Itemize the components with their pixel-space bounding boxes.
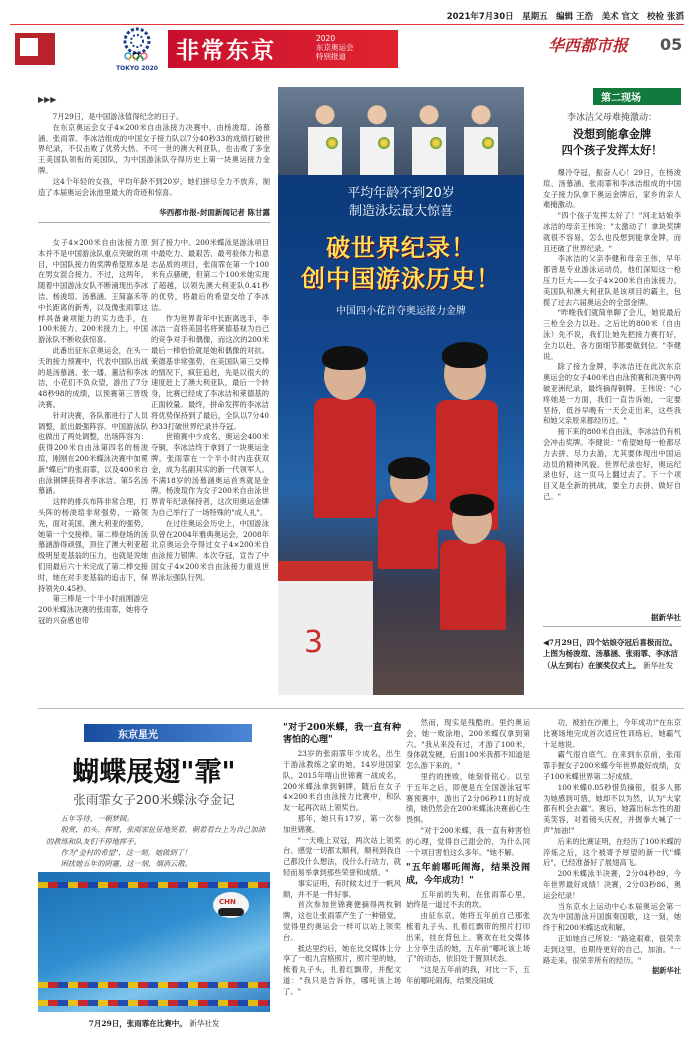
feature-headline: 蝴蝶展翅"霏" (72, 757, 236, 788)
lead-paragraph: 在东京奥运会女子4×200米自由泳接力决赛中，由杨浚瑄、汤慕涵、张雨霏、李冰洁组成的中国女子接力队以7分40秒33的成绩打破世界纪录，不仅击败了优势大热、不可一世的澳大利亚队，也击败了多金王美国队领衔的美国队，为中国游泳队夺得历史上第一块奥运接力金牌。 (38, 122, 270, 175)
body-paragraph: 接下来的800米自由泳，李冰洁仍有机会冲击奖牌。李健说："希望她每一枪都尽力去拼、尽力去游，尤其要体现出中国运动员的精神风貌。世界纪录也好，奥运纪录也好，这一页马上翻过去了。下一个项目又是全新的挑战，要全力去拼、做好自己。" (543, 427, 681, 501)
bouquet-icon (430, 137, 442, 149)
top-rule (10, 24, 684, 25)
lead-paragraphs (38, 112, 270, 198)
body-paragraph: 爆冷夺冠，振奋人心！29日，在杨浚瑄、汤慕涵、张雨霏和李冰洁组成的中国女子接力队拿下奥运金牌后，家乡的亲人难掩激动。 (543, 168, 681, 210)
divider (543, 626, 681, 627)
body-paragraph: 作为世界青年中长距离选手，李冰洁一直将美国名将莱德基视为自己的竞争对手和偶像，而这次的200米最后一棒恰恰就是她和偶像的对抗。莱德基非常强势，在美国队第三交棒的情况下，疯狂追赶，先是以很大的速度赶上了澳大利亚队，最后一个转身，比赛已经成了李冰洁和莱德基的正面较量。最终，拼命发挥的李冰洁将优势保持到了最后，全队以7分40秒33打破世界纪录并夺冠。 (151, 313, 269, 431)
body-paragraph: 那年，她只有17岁，第一次参加世锦赛。 (283, 814, 401, 834)
feature-column-3 (543, 718, 681, 977)
photo-credit: 新华社发 (189, 1019, 220, 1028)
body-paragraph: 第三棒是一个半小时前刚游完200米蝶泳决赛的张雨霏，她将夺冠的兴奋感也带 (38, 594, 148, 625)
lane-rope (38, 882, 270, 888)
bouquet-icon (378, 137, 390, 149)
body-paragraph: 抵达里约后，她在比交媒体上分享了一组九宫格照片，照片里的她，梳着丸子头，扎着红飘带，并配文道："我只是告诉你，哪吒该上场了。" (283, 943, 401, 996)
hero-caption: 中国四小花首夺奥运接力金牌 (336, 306, 466, 317)
banner-title: 非常东京 (176, 38, 276, 64)
body-paragraph: 霸气很自底气。在来到东京前，张雨霏手握女子200米蝶今年世界最好成绩，女子100米蝶世界第二好成绩。 (543, 750, 681, 781)
section-banner (168, 30, 398, 68)
section-tag-label: 东京星光 (118, 730, 158, 741)
hero-subtitle-line: 平均年龄不到20岁 (347, 186, 455, 201)
section-tag-label: 第二现场 (601, 93, 641, 104)
banner-sub-event: 东京奥运会 (316, 43, 354, 52)
hero-subtitle-line: 制造泳坛最大惊喜 (348, 203, 453, 219)
hero-title-line: 创中国游泳历史！ (301, 265, 501, 294)
body-paragraph: 事实证明，有时候太过于一帆风顺，并不是一件好事。 (283, 878, 401, 899)
feature-subhead: "对于200米蝶，我一直有种害怕的心理" (283, 723, 401, 746)
right-byline: 据新华社 (651, 613, 681, 622)
lane-number: 3 (304, 625, 324, 660)
photo-caption (38, 1018, 270, 1029)
body-paragraph: 到了接力中。200米蝶泳是游泳项目中最吃力、最艰苦、最考验体力和意志品质的项目，张雨霏在第一个100米有点骚硬，但第二个100米她实现了超越，以领先澳大利亚队0.41秒的优势，将最后的希望交给了李冰洁。 (151, 238, 269, 312)
newspaper-logo: 华西都市报 (548, 36, 629, 55)
dateline: 2021年7月30日 星期五 编辑 王浩 美术 官文 校检 张滔 (446, 12, 684, 22)
athlete-figure (428, 490, 518, 630)
feature-column-2 (406, 718, 530, 987)
body-paragraph: 100米蝶0.05秒惜负摘银，很多人都为她感到可惜，她却不以为然，认为"大家都有机会去赢"。赛后，她露出标志性的甜美笑容，对着镜头庆祝，并握拳大喊了一声"加油!" (543, 782, 681, 835)
article-column-b (151, 238, 269, 584)
hero-subtitle (278, 185, 524, 220)
body-paragraph: 除了接力金牌，李冰洁还在此次东京奥运会的女子400米自由泳预赛和决赛中两破亚洲纪录，最终摘得铜牌。王伟说："心疼她是一方面，我们一直告诉她，一定要坚持，低谷早晚有一天会走出来，这些我和她父亲原来都经历过。" (543, 362, 681, 426)
body-paragraph: "一天晚上双冠，两次站上领奖台。感觉一切都太顺利，顺利到我自己都没什么想法，没什么行动力，就轻而易举拿到那些荣誉和成绩。" (283, 835, 401, 878)
lead-line: 五年等待，一朝梦圆。 (60, 814, 134, 823)
feature-subheadline: 张雨霏女子200米蝶泳夺金记 (73, 792, 235, 807)
body-paragraph: "四个孩子发挥太好了！"河北姑娘李冰洁的母亲王伟说："太激动了！拿块奖牌就很不容易，怎么也没想到能拿金牌，而且还破了世界纪录。" (543, 211, 681, 253)
lead-line: 作为"金村的希望"，这一刻，她做到了！ (60, 847, 192, 857)
body-paragraph: 此番出征东京奥运会，在头一天的接力预赛中，代表中国队出战的是汤慕涵、张一璠、董洁和李冰洁，小花们不负众望，游出了7分48秒98的成绩，以预赛第三晋级决赛。 (38, 345, 148, 409)
photo-credit: 新华社发 (643, 660, 674, 670)
lead-line: 困扰她五年的阴霾，这一刻，烟消云散。 (60, 859, 192, 869)
photo-caption-text: ◀7月29日，四个姑娘夺冠后喜极而泣。上图为杨浚瑄、汤慕涵、张雨霏、李冰洁（从左到右）在颁奖仪式上。 (543, 638, 678, 670)
body-paragraph: 200米蝶泳半决赛，2分04秒89，今年世界最好成绩！决赛，2分03秒86，奥运会纪录！ (543, 869, 681, 900)
body-paragraph: 针对决赛，各队都进行了人员调整，派出最强阵容。中国游泳队也做出了两处调整，出场阵容为：获得200米自由泳第四名的杨浚瑄，刚刚在200米蝶泳决赛中加冕新"蝶后"的张雨霏，以及400米自由泳铜牌获得者李冰洁、第5名汤慕涵。 (38, 410, 148, 496)
qr-code (15, 33, 55, 65)
page-header (10, 27, 684, 77)
feature-subhead: "五年前哪吒闹海，结果没闹成，今年成功！" (406, 863, 530, 886)
banner-subtitle (316, 34, 354, 61)
section-tag (84, 724, 252, 742)
bouquet-icon (482, 137, 494, 149)
banner-sub-year: 2020 (316, 34, 336, 43)
body-paragraph: 正如她自己所说："路途艰难，很荣幸走到这里，也期待更好的自己，加油。"一路走来，很荣幸所有的经历。" (543, 933, 681, 965)
photo-caption (543, 637, 681, 671)
body-paragraph: 女子4×200米自由泳接力原本并不是中国游泳队重点突破的项目，中国队接力的奖牌希望原本是在男女混合接力。不过，这两年，随着中国游泳女队不断涌现出李冰洁、杨浚瑄、汤慕涵、王简嘉禾等中长距离的新秀，以及像张雨霏这样具备兼项能力的实力选手，在100米接力、200米接力上，中国游泳队不断收获惊喜。 (38, 238, 148, 345)
right-kicker: 李冰洁父母难掩激动： (566, 113, 657, 123)
lead-paragraph: 这4个年轻的女孩，平均年龄不到20岁，她们拼尽全力不放弃，制造了本届奥运会泳池里最大的奇迹和惊喜。 (38, 176, 270, 197)
qr-code-icon (18, 36, 40, 58)
article-column-a (38, 238, 148, 627)
goggles-icon (218, 908, 244, 916)
body-paragraph: 李冰洁的父亲李健和母亲王伟，早年都曾是专业游泳运动员，他们深知这一枪压力巨大——女子4×200米自由泳接力，美国队和澳大利亚队是该项目的霸主，包揽了过去六届奥运会的全部金牌。 (543, 254, 681, 307)
body-paragraph: 这样的排兵布阵非常合理，打头阵的杨浚瑄非常强势，一路领先，面对美国、澳大利亚的强势，她第一个交接棒。第二棒登场的汤慕涵游得顽强，顶住了澳大利亚超级明星麦基翁的压力，也就是说她们用最后六十米完成了第二棒交接时，她在对手麦基翁的追击下，保持领先0.45秒。 (38, 497, 148, 593)
feature-lead (46, 813, 266, 869)
body-paragraph: 当东京水上运动中心本届奥运会第一次为中国游泳升国旗奏国歌，这一刻，她终于和200米蝶达成和解。 (543, 901, 681, 933)
page-number: 05 (660, 35, 683, 54)
body-paragraph: 首次参加世锦赛便摘得两枚铜牌，这也让张雨霏产生了一种错觉，觉得里约奥运会一样可以站上领奖台。 (283, 900, 401, 942)
lane-rope (38, 1000, 270, 1006)
body-paragraph: "对于200米蝶，我一直有种害怕的心理，觉得自己甜会的，为什么同一个项目害怕这么多年。"她不解。 (406, 825, 530, 857)
right-article (543, 168, 681, 503)
lead-paragraph: 7月29日，是中国游泳值得纪念的日子。 (52, 112, 184, 121)
feature-column-1 (283, 718, 401, 998)
tokyo-2020-emblem (112, 27, 162, 75)
divider (38, 708, 684, 709)
body-paragraph: 五年前的失利，在张雨霏心里，始终是一道过不去的坎。 (406, 889, 530, 910)
hero-title (278, 233, 524, 295)
arrow-icon: ▶▶▶ (38, 95, 57, 104)
swimming-photo (38, 872, 270, 1012)
right-headline (543, 126, 681, 158)
body-paragraph: "这是五年前的我，对比一下，五年前哪吒闹海，结果没闹成 (406, 965, 530, 986)
hero-title-line: 破世界纪录！ (326, 234, 476, 262)
feature-byline: 据新华社 (651, 966, 681, 976)
body-paragraph: 由征东京，她将五年前自己那张梳着丸子头、扎着红飘带的照片打印出来，挂在背包上。赛欢在社交媒体上分享生活的她，五年前"哪吒该上场了"的动态，依旧处于置顶状态。 (406, 911, 530, 964)
lead-line: 般赏、拍头、挥臂，张雨霏扯征地笑着，朝着看台上为自己加油的教练和队友们不停地挥手。 (46, 825, 265, 846)
hero-photo (278, 175, 524, 695)
podium-photo (278, 87, 524, 175)
right-headline-line: 四个孩子发挥太好！ (561, 143, 663, 158)
body-paragraph: 后来的比赛证明，在经历了100米蝶的淬炼之后，这个被寄予厚望的新一代"蝶后"，已经准备好了展翅高飞。 (543, 836, 681, 868)
cap-text: CHN (219, 898, 236, 906)
body-paragraph: 23岁的张雨霏年少成名，出生于游泳教练之家的她，14岁进国家队，2015年喀山世锦赛一战成名，200米蝶泳拿到铜牌，随后在女子4×200米自由泳接力比赛中，和队友一起再次站上领奖台。 (283, 749, 401, 813)
starting-block (278, 561, 373, 695)
body-paragraph: 世锦赛中少成名、奥运会400米夺铜，李冰洁终于拿到了一块奥运金牌。张雨霏在一个半小时内连获双金，成为名副其实的新一代领军人。不满18岁的汤慕涵奥运首秀就是金牌。杨浚瑄作为女子200米自由泳世界青年纪录保持者，这次用奥运金牌为自己举行了一场特殊的"成人礼"。 (151, 432, 269, 517)
lead-byline: 华西都市报-封面新闻记者 陈甘露 (159, 208, 270, 217)
body-paragraph: 然而，现实是残酷的。里约奥运会，她一败涂地，200米蝶仅拿到第六。"我从来没有过，才游了100米，身体就发硬，后面100米我都不知道是怎么游下来的。" (406, 718, 530, 771)
body-paragraph: 里约的挫败，她刻骨铭心。以至于五年之后，即便是在全国游泳冠军赛预赛中，游出了2分06秒11的好成绩，她仍然会在200米蝶泳决赛前心生畏惧。 (406, 771, 530, 825)
banner-sub-report: 特别报道 (316, 52, 346, 61)
body-paragraph: 在过往奥运会历史上，中国游泳队曾在2004年雅典奥运会，2008年北京奥运会夺得过女子4×200米自由泳接力银牌。本次夺冠，宣告了中国女子4×200米自由泳接力重返世界泳坛强队行列。 (151, 518, 269, 582)
olympic-emblem-icon (112, 27, 162, 61)
lane-rope (38, 982, 270, 988)
bouquet-icon (326, 137, 338, 149)
section-tag (543, 88, 681, 105)
body-paragraph: "昨晚我们就简单聊了会儿，她说最后三枪全会力以赴。之后比的800米（自由泳）先不说，我们让她先把接力赛打好，全力以赴，各方面细节都要做到位。"李健说。 (543, 308, 681, 361)
body-paragraph: 功，被拍在沙滩上，今年成功!"在东京比赛场地完成首次适应性训练后，她霸气十足地说。 (543, 718, 681, 749)
photo-caption-text: 7月29日，张雨霏在比赛中。 (88, 1019, 187, 1028)
emblem-text: TOKYO 2020 (116, 65, 158, 72)
right-headline-line: 没想到能拿金牌 (572, 127, 652, 141)
divider (38, 222, 270, 223)
